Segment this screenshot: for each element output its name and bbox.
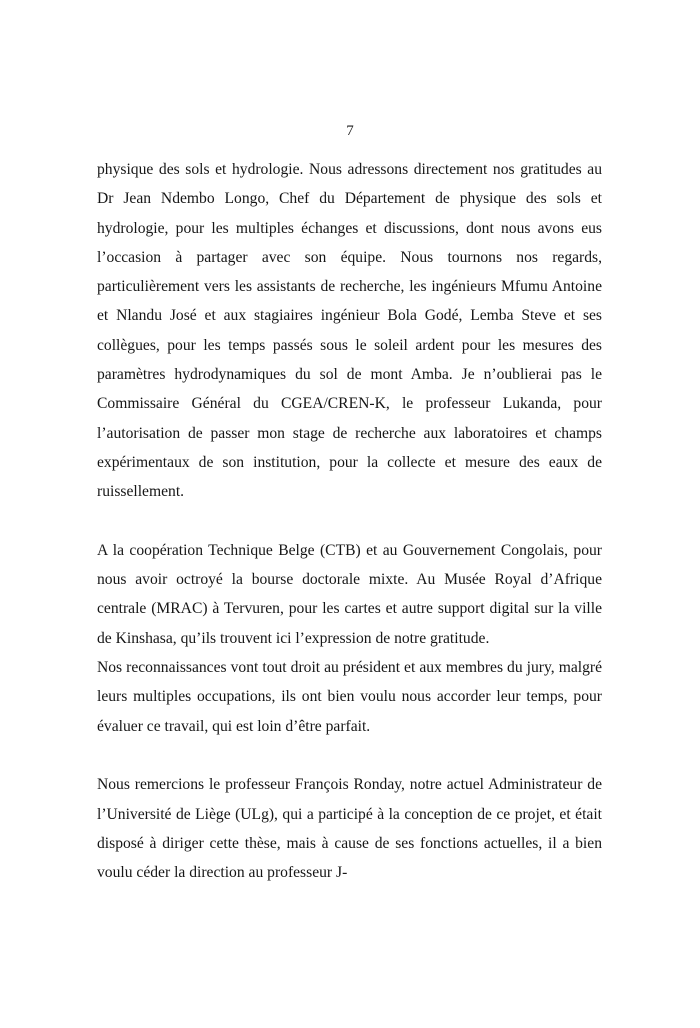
paragraph-ctb-mrac: A la coopération Technique Belge (CTB) et au Gouvernement Congolais, pour nous avoir octroyé la bourse doctorale mixte. Au Musée Royal d’Afrique centrale (MRAC) à Tervuren, pour les cartes et autre support digital sur la ville de Kinshasa, qu’ils trouvent ici l’expression de notre gratitude.	[97, 541, 602, 647]
paragraph-ronday-ulg: Nous remercions le professeur François Ronday, notre actuel Administrateur de l’Université de Liège (ULg), qui a participé à la conception de ce projet, et était disposé à diriger cette thèse, mais à cause de ses fonctions actuelles, il a bien voulu céder la direction au professeur J-	[97, 776, 602, 882]
paragraph-acknowledgements-soil-physics: physique des sols et hydrologie. Nous adressons directement nos gratitudes au Dr Jean Ndembo Longo, Chef du Département de physique des sols et hydrologie, pour les multiples échanges et discussions, dont nous avons eus l’occasion à partager avec son équipe. Nous tournons nos regards, particulièrement vers les assistants de recherche, les ingénieurs Mfumu Antoine et Nlandu José et aux stagiaires ingénieur Bola Godé, Lemba Steve et ses collègues, pour les temps passés sous le soleil ardent pour les mesures des paramètres hydrodynamiques du sol de mont Amba. Je n’oublierai pas le Commissaire Général du CGEA/CREN-K, le professeur Lukanda, pour l’autorisation de passer mon stage de recherche aux laboratoires et champs expérimentaux de son institution, pour la collecte et mesure des eaux de ruissellement.	[97, 161, 602, 501]
body-text-column	[97, 155, 602, 887]
paragraph-jury: Nos reconnaissances vont tout droit au président et aux membres du jury, malgré leurs multiples occupations, ils ont bien voulu nous accorder leur temps, pour évaluer ce travail, qui est loin d’être parfait.	[97, 659, 602, 735]
page-number: 7	[346, 123, 354, 139]
